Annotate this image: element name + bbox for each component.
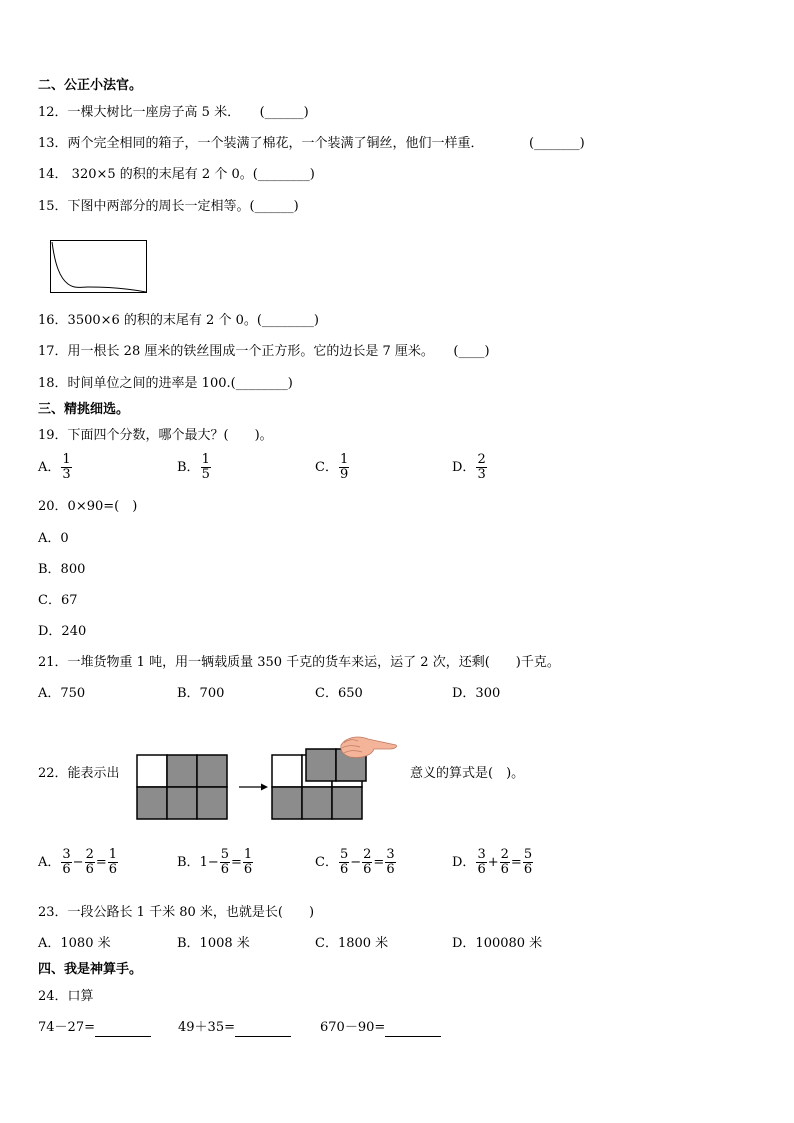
- q19-option-d: D． $\frac{2}{3}$: [452, 452, 486, 482]
- question-23-stem: 23．一段公路长 1 千米 80 米，也就是长( ): [38, 905, 315, 920]
- q19-option-c: C． $\frac{1}{9}$: [315, 452, 349, 482]
- question-22-stem-left: 22．能表示出: [38, 766, 120, 781]
- question-15: 15．下图中两部分的周长一定相等。(______): [38, 199, 299, 214]
- question-16: 16．3500×6 的积的末尾有 2 个 0。(________): [38, 313, 320, 328]
- question-20-stem: 20．0×90=( ): [38, 499, 138, 514]
- question-18: 18．时间单位之间的进率是 100.(________): [38, 376, 293, 391]
- q24-expression-3: 670－90=: [320, 1020, 441, 1037]
- section-2-title: 二、公正小法官。: [38, 78, 143, 93]
- q21-option-c: C．650: [315, 686, 363, 701]
- question-22-stem-right: 意义的算式是( )。: [410, 766, 525, 781]
- q20-option-b: B．800: [38, 562, 86, 577]
- q21-option-a: A．750: [38, 686, 86, 701]
- question-12: 12．一棵大树比一座房子高 5 米． (______): [38, 105, 309, 120]
- q19-option-a: A． $\frac{1}{3}$: [38, 452, 71, 482]
- q15-rectangle-figure: [50, 240, 148, 294]
- q20-option-c: C．67: [38, 593, 78, 608]
- q23-option-a: A．1080 米: [38, 936, 111, 951]
- q20-option-a: A．0: [38, 531, 69, 546]
- question-19-stem: 19．下面四个分数，哪个最大？( )。: [38, 428, 273, 443]
- q22-option-b: B．1− $\frac{5}{6}$ = $\frac{1}{6}$: [177, 847, 253, 877]
- answer-blank[interactable]: [385, 1020, 441, 1037]
- question-17: 17．用一根长 28 厘米的铁丝围成一个正方形。它的边长是 7 厘米。 (____): [38, 344, 490, 359]
- section-3-title: 三、精挑细选。: [38, 402, 130, 417]
- q22-option-a: A． $\frac{3}{6}$ − $\frac{2}{6}$ = $\frac{1}{6}$: [38, 847, 118, 877]
- question-14: 14． 320×5 的积的末尾有 2 个 0。(________): [38, 167, 315, 182]
- q23-option-b: B．1008 米: [177, 936, 250, 951]
- q21-option-d: D．300: [452, 686, 501, 701]
- question-21-stem: 21．一堆货物重 1 吨，用一辆载质量 350 千克的货车来运，运了 2 次，还剩( )千克。: [38, 655, 560, 670]
- hand-icon: [341, 737, 397, 758]
- q24-expression-1: 74－27=: [38, 1020, 151, 1037]
- q22-option-d: D． $\frac{3}{6}$ + $\frac{2}{6}$ = $\frac{5}{6}$: [452, 847, 533, 877]
- q22-grid-figure: [136, 735, 401, 823]
- answer-blank[interactable]: [95, 1020, 151, 1037]
- q23-option-d: D．100080 米: [452, 936, 543, 951]
- q21-option-b: B．700: [177, 686, 225, 701]
- q22-option-c: C． $\frac{5}{6}$ − $\frac{2}{6}$ = $\frac{3}{6}$: [315, 847, 395, 877]
- answer-blank[interactable]: [235, 1020, 291, 1037]
- q24-expression-2: 49＋35=: [178, 1020, 291, 1037]
- q23-option-c: C．1800 米: [315, 936, 389, 951]
- question-13: 13．两个完全相同的箱子，一个装满了棉花，一个装满了铜丝，他们一样重． (_______): [38, 136, 585, 151]
- section-4-title: 四、我是神算手。: [38, 962, 143, 977]
- question-24-stem: 24．口算: [38, 989, 94, 1004]
- q20-option-d: D．240: [38, 624, 87, 639]
- q19-option-b: B． $\frac{1}{5}$: [177, 452, 210, 482]
